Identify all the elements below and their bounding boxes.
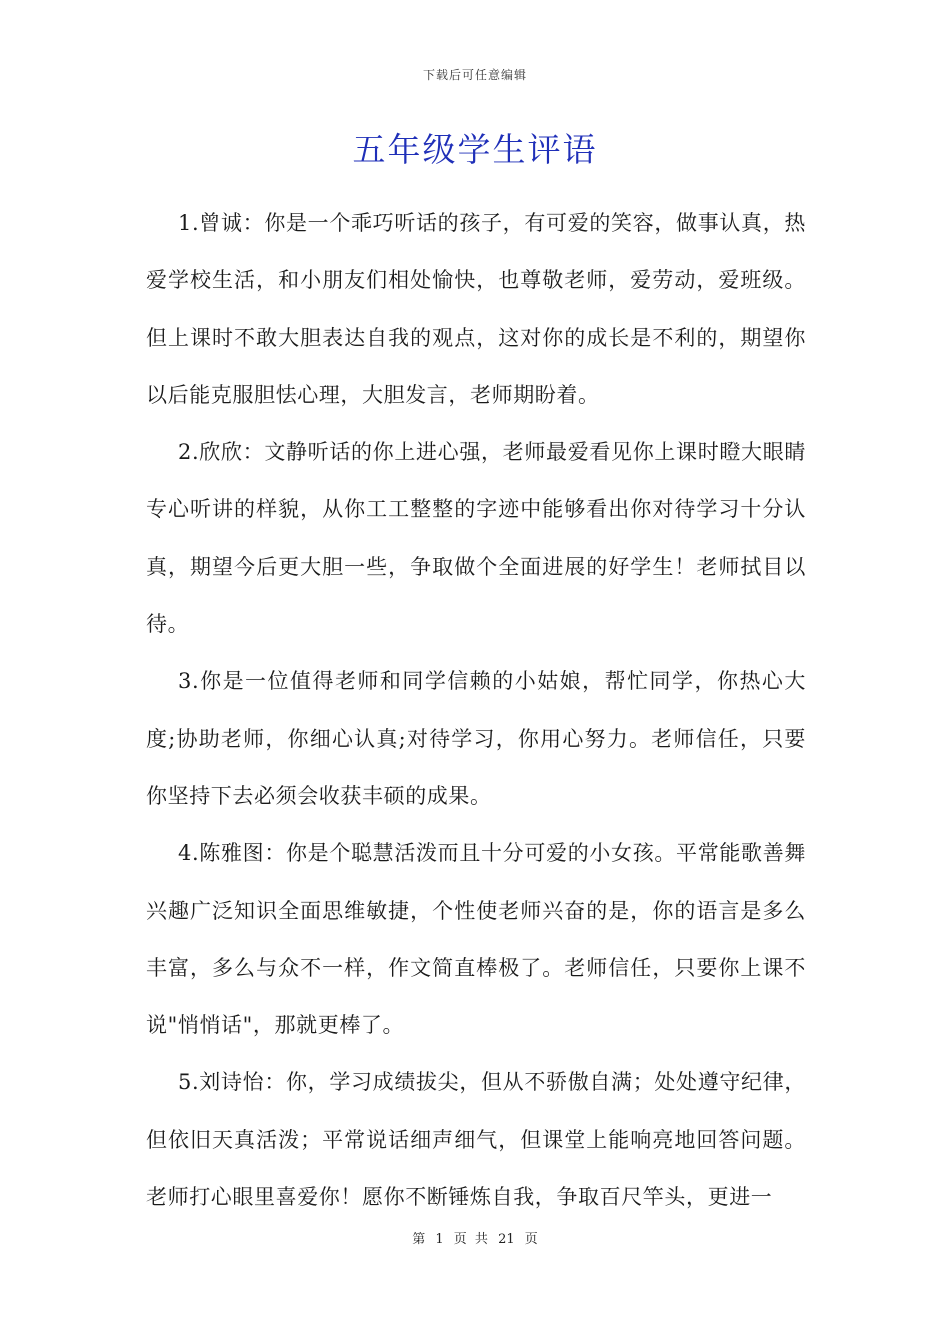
footer-mid: 页 共 <box>453 1232 488 1247</box>
paragraph-1: 1.曾诚：你是一个乖巧听话的孩子，有可爱的笑容，做事认真，热爱学校生活，和小朋友们相处愉快，也尊敬老师，爱劳动，爱班级。但上课时不敢大胆表达自我的观点，这对你的成长是不利的，期望你以后能克服胆怯心理，大胆发言，老师期盼着。 <box>146 211 806 407</box>
document-title: 五年级学生评语 <box>352 130 598 169</box>
footer-suffix: 页 <box>524 1232 538 1247</box>
footer-prefix: 第 <box>412 1232 426 1247</box>
paragraph-3: 3.你是一位值得老师和同学信赖的小姑娘，帮忙同学，你热心大度;协助老师，你细心认真;对待学习，你用心努力。老师信任，只要你坚持下去必须会收获丰硕的成果。 <box>146 669 806 808</box>
footer-total-pages: 21 <box>498 1232 515 1247</box>
footer-page-number: 1 <box>435 1232 444 1247</box>
paragraph-5: 5.刘诗怡：你，学习成绩拔尖，但从不骄傲自满；处处遵守纪律，但依旧天真活泼；平常说话细声细气，但课堂上能响亮地回答问题。老师打心眼里喜爱你！愿你不断锤炼自我，争取百尺竿头，更进一 <box>146 1070 806 1210</box>
page-footer <box>0 1228 950 1247</box>
paragraph-4: 4.陈雅图：你是个聪慧活泼而且十分可爱的小女孩。平常能歌善舞兴趣广泛知识全面思维敏捷，个性使老师兴奋的是，你的语言是多么丰富，多么与众不一样，作文简直棒极了。老师信任，只要你上课不说"悄悄话"，那就更棒了。 <box>146 841 806 1038</box>
document-body <box>146 195 806 1226</box>
header-note: 下载后可任意编辑 <box>422 68 527 82</box>
paragraph-2: 2.欣欣：文静听话的你上进心强，老师最爱看见你上课时瞪大眼睛专心听讲的样貌，从你工工整整的字迹中能够看出你对待学习十分认真，期望今后更大胆一些，争取做个全面进展的好学生！老师拭目以待。 <box>146 440 806 637</box>
